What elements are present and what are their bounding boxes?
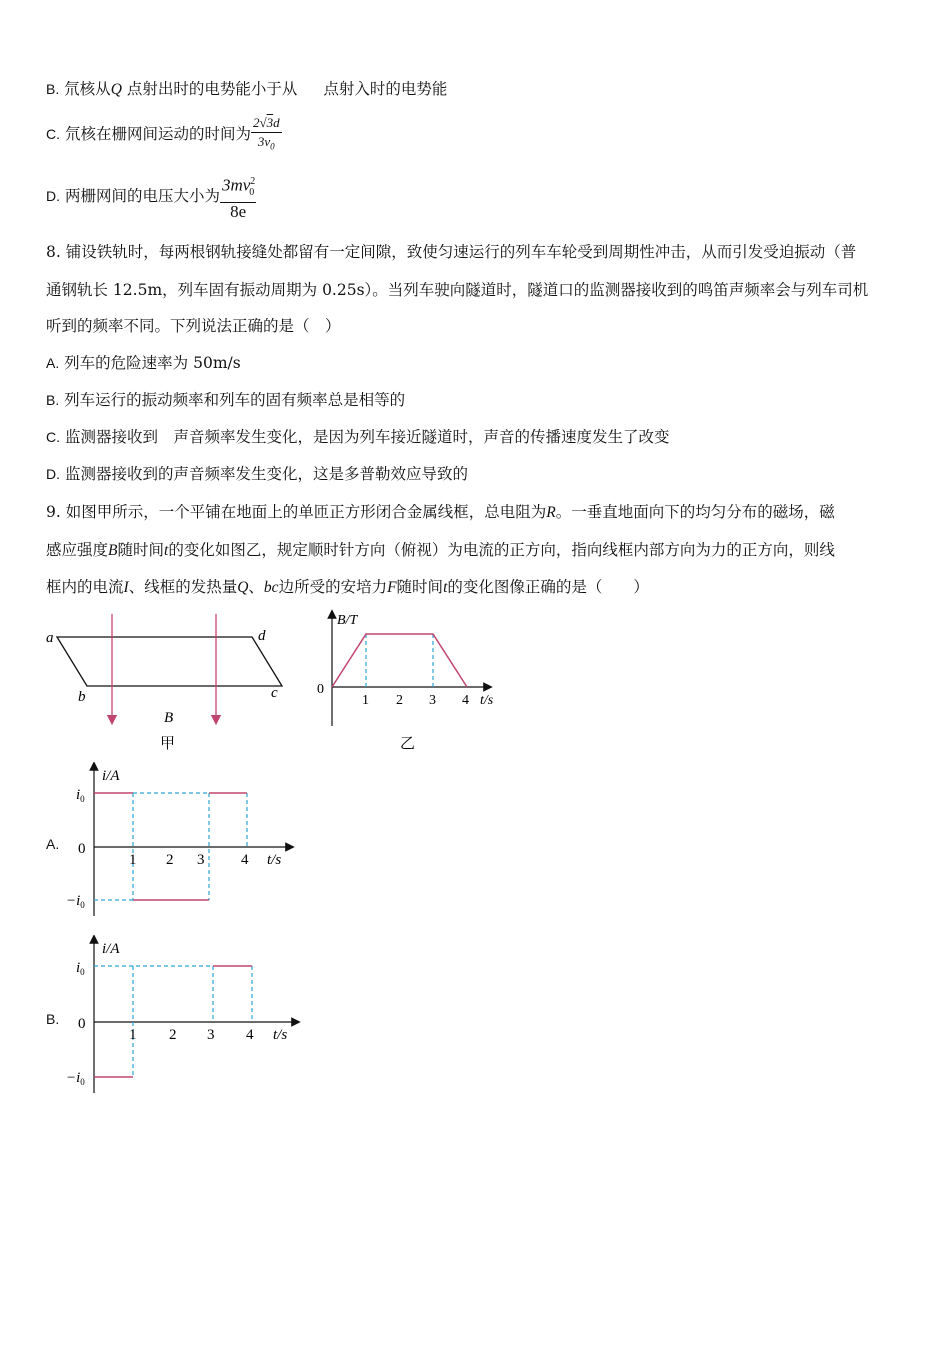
tick-3: 3 [429, 693, 436, 708]
tick-2: 2 [169, 1027, 177, 1043]
figure-jia-frame [40, 610, 300, 760]
tick-2: 2 [396, 693, 403, 708]
tick-4: 4 [241, 852, 249, 868]
vertex-a: a [46, 630, 54, 646]
option-label: A. [46, 355, 60, 371]
tick-3: 3 [197, 852, 205, 868]
neg-i0-label: $-i_0$ [66, 893, 85, 910]
vertex-d: d [258, 628, 266, 644]
x-axis-label: t/s [267, 852, 282, 868]
caption-jia: 甲 [160, 736, 176, 752]
q8-option-a[interactable] [46, 353, 241, 373]
tick-4: 4 [462, 693, 469, 708]
origin-label: 0 [78, 841, 86, 857]
q8-stem-line1: 8. 铺设铁轨时，每两根钢轨接缝处都留有一定间隙，致使匀速运行的列车车轮受到周期性冲击，从而引发受迫振动（普 [46, 243, 857, 261]
tick-2: 2 [166, 852, 174, 868]
q9-stem-line2: 感应强度B随时间t的变化如图乙，规定顺时针方向（俯视）为电流的正方向，指向线框内部方向为力的正方向，则线 [46, 541, 835, 559]
q9-option-a-label[interactable]: A. [46, 836, 60, 852]
vertex-b: b [78, 689, 86, 705]
option-text: 列车的危险速率为 50m/s [64, 354, 241, 372]
wire-frame [57, 637, 282, 686]
q9-option-a-graph[interactable] [62, 762, 302, 920]
tick-1: 1 [129, 852, 137, 868]
y-axis-label: B/T [337, 613, 358, 628]
caption-yi: 乙 [400, 736, 416, 752]
pos-i0-label: $i_0$ [76, 960, 85, 977]
option-text: 氘核从 [64, 80, 111, 98]
option-text-c: 点射入时的电势能 [323, 80, 448, 98]
option-text: 监测器接收到的声音频率发生变化，这是多普勒效应导致的 [64, 465, 468, 483]
neg-i0-label: $-i_0$ [66, 1070, 85, 1087]
y-axis-label: i/A [102, 941, 120, 957]
option-text: 氘核在栅网间运动的时间为 [64, 124, 251, 143]
figure-yi-bt-graph [312, 608, 512, 756]
vertex-c: c [271, 685, 278, 701]
q8-stem-line2: 通钢轨长 12.5m，列车固有振动周期为 0.25s）。当列车驶向隧道时，隧道口的监测器接收到的鸣笛声频率会与列车司机 [46, 281, 869, 299]
tick-4: 4 [246, 1027, 254, 1043]
x-axis-label: t/s [273, 1027, 288, 1043]
x-axis-label: t/s [480, 693, 494, 708]
option-label: D. [46, 466, 60, 482]
option-text: 两栅网间的电压大小为 [64, 187, 220, 206]
q7-option-c[interactable] [46, 114, 282, 156]
origin-label: 0 [317, 682, 324, 697]
tick-3: 3 [207, 1027, 215, 1043]
option-text: 列车运行的振动频率和列车的固有频率总是相等的 [64, 391, 406, 409]
option-text: 监测器接收到 声音频率发生变化，是因为列车接近隧道时，声音的传播速度发生了改变 [64, 428, 670, 446]
q9-option-b-label[interactable]: B. [46, 1011, 60, 1027]
option-label: C. [46, 429, 60, 445]
origin-label: 0 [78, 1016, 86, 1032]
q9-stem-line1: 9. 如图甲所示，一个平铺在地面上的单匝正方形闭合金属线框，总电阻为R。一垂直地面向下的均匀分布的磁场，磁 [46, 503, 835, 521]
q8-option-d[interactable] [46, 464, 468, 484]
var-q: Q [110, 81, 122, 98]
q8-option-b[interactable] [46, 390, 405, 410]
option-label: B. [46, 81, 60, 97]
fraction-voltage: $\frac{3mv^2_0}{8e}$ [220, 173, 256, 221]
option-label: B. [46, 392, 60, 408]
pos-i0-label: $i_0$ [76, 787, 85, 804]
option-text-b: 点射出时的电势能小于从 [126, 80, 298, 98]
fraction-time: $\frac{2√3d}{3v_0}$ [252, 115, 280, 152]
q9-stem-line3: 框内的电流I、线框的发热量Q、bc边所受的安培力F随时间t的变化图像正确的是（ ） [46, 578, 649, 596]
label-b-field: B [164, 710, 174, 726]
b-curve [332, 634, 467, 687]
option-label: C. [46, 125, 60, 142]
q7-option-b[interactable] [46, 79, 447, 100]
q8-option-c[interactable] [46, 427, 669, 447]
q9-option-b-graph[interactable] [62, 935, 302, 1097]
q7-option-d[interactable] [46, 173, 256, 221]
q8-stem-line3: 听到的频率不同。下列说法正确的是（ ） [46, 317, 341, 335]
tick-1: 1 [362, 693, 369, 708]
tick-1: 1 [129, 1027, 137, 1043]
option-label: D. [46, 188, 60, 205]
y-axis-label: i/A [102, 768, 120, 784]
